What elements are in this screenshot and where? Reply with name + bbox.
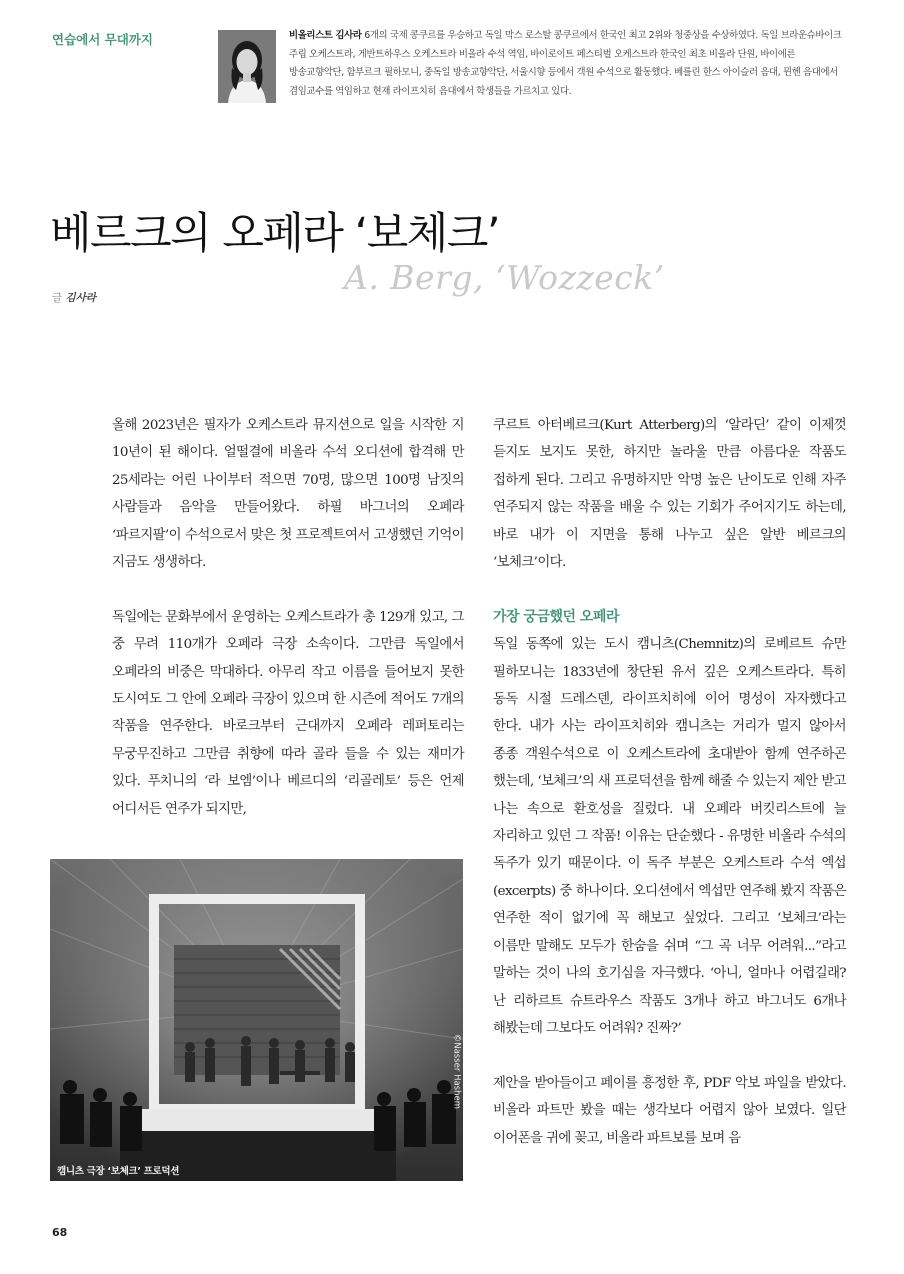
paragraph: 제안을 받아들이고 페이를 흥정한 후, PDF 악보 파일을 받았다. 비올라 파트만 봤을 때는 생각보다 어렵지 않아 보였다. 일단 이어폰을 귀에 꽂고, 비올라 파트보를 보며 음 [493, 1075, 846, 1146]
portrait-image [218, 30, 276, 103]
byline-prefix: 글 [52, 292, 63, 304]
bio-name: 비올리스트 김사라 [289, 30, 362, 41]
author-portrait [218, 30, 276, 103]
article-title: 베르크의 오페라 ‘보체크’ [50, 209, 500, 259]
author-bio [289, 27, 847, 102]
byline-author: 김사라 [65, 292, 96, 304]
article-subtitle-en: A. Berg, ‘Wozzeck’ [344, 258, 665, 297]
paragraph: 올해 2023년은 필자가 오케스트라 뮤지션으로 일을 시작한 지 10년이 된 해이다. 얼떨결에 비올라 수석 오디션에 합격해 만 25세라는 어린 나이부터 적으면 70명, 많으면 100명 남짓의 사람들과 음악을 만들어왔다. 하필 바그너의 오페라 ‘파르지팔’이 수석으로서 맞은 첫 프로젝트여서 고생했던 기억이 지금도 생생하다. [112, 418, 464, 571]
paragraph: 독일에는 문화부에서 운영하는 오케스트라가 총 129개 있고, 그 중 무려 110개가 오페라 극장 소속이다. 그만큼 독일에서 오페라의 비중은 막대하다. 아무리 작고 이름을 들어보지 못한 도시여도 그 안에 오페라 극장이 있으며 한 시즌에 적어도 7개의 작품을 연주한다. 바로크부터 근대까지 오페라 레퍼토리는 무궁무진하고 그만큼 취향에 따라 골라 들을 수 있는 재미가 있다. 푸치니의 ‘라 보엠’이나 베르디의 ‘리골레토’ 등은 언제 어디서든 연주가 되지만, [112, 609, 464, 817]
stage-image [50, 859, 463, 1181]
bio-text: 6개의 국제 콩쿠르를 우승하고 독일 막스 로스탈 콩쿠르에서 한국인 최고 2위와 청중상을 수상하였다. 독일 브라운슈바이크 주립 오케스트라, 게반트하우스 오케스트라 비올라 수석 역임, 바이로이트 페스티벌 오케스트라 한국인 최초 비올라 단원, 바이에른 방송교향악단, 함부르크 필하모니, 중독일 방송교향악단, 서울시향 등에서 객원 수석으로 활동했다. 베를린 한스 아이슬러 음대, 뮌헨 음대에서 겸임교수를 역임하고 현재 라이프치히 음대에서 학생들을 가르치고 있다. [289, 30, 842, 98]
paragraph: 독일 동쪽에 있는 도시 캠니츠(Chemnitz)의 로베르트 슈만 필하모니는 1833년에 창단된 유서 깊은 오케스트라다. 특히 동독 시절 드레스덴, 라이프치히에 이어 명성이 자자했다고 한다. 내가 사는 라이프치히와 캠니츠는 거리가 멀지 않아서 종종 객원수석으로 이 오케스트라에 초대받아 함께 연주하곤 했는데, ‘보체크’의 새 프로덕션을 함께 해줄 수 있는지 제안 받고 나는 속으로 환호성을 질렀다. 내 오페라 버킷리스트에 늘 자리하고 있던 그 작품! 이유는 단순했다 - 유명한 비올라 수석의 독주가 있기 때문이다. 이 독주 부분은 오케스트라 수석 엑섭(excerpts) 중 하나이다. 오디션에서 엑섭만 연주해 봤지 작품은 연주한 적이 없기에 꼭 해보고 싶었다. 그리고 ‘보체크’라는 이름만 말해도 모두가 한숨을 쉬며 “그 곡 너무 어려워...”라고 말하는 것이 나의 호기심을 자극했다. ‘아니, 얼마나 어렵길래? 난 리하르트 슈트라우스 작품도 3개나 하고 바그너도 6개나 해봤는데 그보다도 어려워? 진짜?’ [493, 637, 846, 1036]
section-label: 연습에서 무대까지 [52, 32, 153, 47]
photo-credit: ©Nasser Hashem [451, 1033, 461, 1109]
paragraph: 쿠르트 아터베르크(Kurt Atterberg)의 ‘알라딘’ 같이 이제껏 듣지도 보지도 못한, 하지만 놀라울 만큼 아름다운 작품도 접하게 된다. 그리고 유명하지만 악명 높은 난이도로 인해 자주 연주되지 않는 작품을 배울 수 있는 기회가 주어지기도 하는데, 바로 내가 이 지면을 통해 나누고 싶은 알반 베르크의 ‘보체크’이다. [493, 418, 846, 571]
byline [52, 290, 96, 305]
article-column-left [112, 412, 464, 850]
section-heading: 가장 궁금했던 오페라 [493, 608, 619, 625]
page-number: 68 [52, 1226, 68, 1239]
production-photo [50, 859, 463, 1181]
photo-caption: 캠니츠 극장 ‘보체크’ 프로덕션 [57, 1166, 180, 1177]
article-column-right [493, 412, 846, 1179]
